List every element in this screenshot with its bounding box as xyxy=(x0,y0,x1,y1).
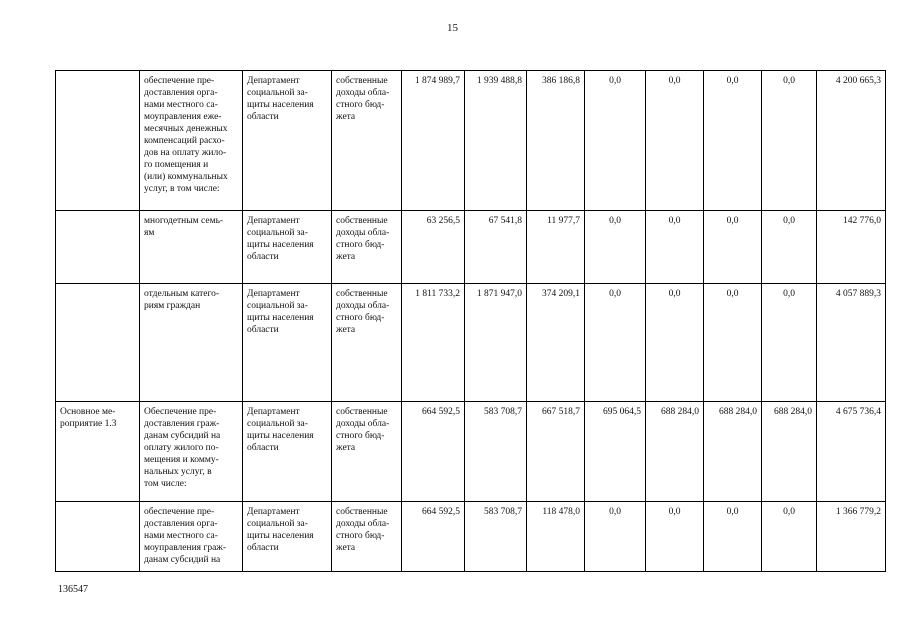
row-label-cell xyxy=(56,211,140,284)
value-cell-text: 0,0 xyxy=(726,216,739,226)
row-label-cell xyxy=(56,284,140,402)
description-cell-text: Обеспечение пре- доставления граж- данам субсидий на оплату жилого по- мещения и комму- нальных услуг, в том числе: xyxy=(144,407,221,489)
funding-source-cell xyxy=(332,284,402,402)
value-cell-text: 695 064,5 xyxy=(603,407,641,417)
value-cell-text: 1 871 947,0 xyxy=(476,289,522,299)
value-cell-text: 386 186,8 xyxy=(542,76,580,86)
row-label-cell xyxy=(56,402,140,502)
document-code: 136547 xyxy=(58,584,88,595)
total-cell-text: 1 366 779,2 xyxy=(835,507,881,517)
total-cell xyxy=(817,402,886,502)
value-cell xyxy=(646,402,704,502)
value-cell-text: 0,0 xyxy=(668,216,681,226)
value-cell-text: 118 478,0 xyxy=(542,507,580,517)
budget-table xyxy=(55,70,886,572)
value-cell xyxy=(646,502,704,572)
value-cell-text: 0,0 xyxy=(609,507,621,517)
value-cell xyxy=(402,211,465,284)
value-cell-text: 0,0 xyxy=(668,76,681,86)
value-cell xyxy=(585,402,646,502)
value-cell-text: 0,0 xyxy=(668,507,681,517)
row-label-cell xyxy=(56,502,140,572)
value-cell xyxy=(704,71,762,211)
funding-source-cell-text: собственные доходы обла- стного бюд- жета xyxy=(336,216,390,262)
value-cell xyxy=(704,402,762,502)
department-cell-text: Департамент социальной за- щиты населения области xyxy=(247,289,314,335)
value-cell-text: 0,0 xyxy=(783,76,795,86)
value-cell xyxy=(465,71,527,211)
value-cell xyxy=(527,71,585,211)
value-cell xyxy=(527,284,585,402)
department-cell-text: Департамент социальной за- щиты населения области xyxy=(247,76,314,122)
value-cell xyxy=(402,71,465,211)
funding-source-cell xyxy=(332,71,402,211)
value-cell-text: 0,0 xyxy=(609,76,621,86)
value-cell-text: 0,0 xyxy=(726,289,739,299)
value-cell-text: 583 708,7 xyxy=(484,507,522,517)
row-label-cell-text: Основное ме- роприятие 1.3 xyxy=(60,407,117,429)
total-cell-text: 4 057 889,3 xyxy=(835,289,881,299)
value-cell xyxy=(762,284,817,402)
value-cell-text: 0,0 xyxy=(783,289,795,299)
value-cell xyxy=(646,284,704,402)
value-cell-text: 1 939 488,8 xyxy=(476,76,522,86)
value-cell-text: 667 518,7 xyxy=(542,407,580,417)
value-cell xyxy=(762,402,817,502)
total-cell xyxy=(817,502,886,572)
value-cell-text: 67 541,8 xyxy=(488,216,522,226)
value-cell-text: 688 284,0 xyxy=(719,407,757,417)
table-row xyxy=(56,211,886,284)
value-cell xyxy=(527,211,585,284)
description-cell-text: многодетным семь- ям xyxy=(144,216,224,238)
value-cell-text: 0,0 xyxy=(609,289,621,299)
value-cell xyxy=(704,211,762,284)
description-cell xyxy=(140,71,243,211)
department-cell xyxy=(243,284,332,402)
value-cell-text: 583 708,7 xyxy=(484,407,522,417)
total-cell-text: 142 776,0 xyxy=(843,216,881,226)
funding-source-cell-text: собственные доходы обла- стного бюд- жета xyxy=(336,507,390,553)
table-row xyxy=(56,402,886,502)
page-number: 15 xyxy=(447,22,458,34)
value-cell xyxy=(402,402,465,502)
department-cell xyxy=(243,402,332,502)
value-cell xyxy=(585,71,646,211)
department-cell-text: Департамент социальной за- щиты населения области xyxy=(247,507,314,553)
value-cell xyxy=(402,284,465,402)
value-cell xyxy=(402,502,465,572)
description-cell xyxy=(140,284,243,402)
value-cell-text: 1 811 733,2 xyxy=(415,289,460,299)
description-cell xyxy=(140,502,243,572)
department-cell-text: Департамент социальной за- щиты населения области xyxy=(247,216,314,262)
value-cell xyxy=(704,502,762,572)
table-row xyxy=(56,71,886,211)
description-cell-text: обеспечение пре- доставления орга- нами местного са- моуправления еже- месячных денежных компенсаций расхо- дов на оплату жило- го помещения и (или) коммунальных услуг, в том числе: xyxy=(144,76,228,194)
funding-source-cell-text: собственные доходы обла- стного бюд- жета xyxy=(336,76,390,122)
value-cell-text: 63 256,5 xyxy=(426,216,460,226)
total-cell xyxy=(817,284,886,402)
value-cell xyxy=(465,402,527,502)
funding-source-cell xyxy=(332,211,402,284)
total-cell xyxy=(817,211,886,284)
funding-source-cell xyxy=(332,402,402,502)
description-cell-text: обеспечение пре- доставления орга- нами местного са- моуправления граж- данам субсидий на xyxy=(144,507,227,565)
value-cell-text: 664 592,5 xyxy=(422,407,460,417)
value-cell-text: 0,0 xyxy=(609,216,621,226)
value-cell xyxy=(465,502,527,572)
value-cell-text: 0,0 xyxy=(726,507,739,517)
value-cell xyxy=(762,502,817,572)
value-cell-text: 0,0 xyxy=(783,507,795,517)
value-cell-text: 1 874 989,7 xyxy=(414,76,460,86)
department-cell xyxy=(243,71,332,211)
value-cell-text: 0,0 xyxy=(668,289,681,299)
value-cell-text: 0,0 xyxy=(726,76,739,86)
value-cell-text: 374 209,1 xyxy=(542,289,580,299)
row-label-cell xyxy=(56,71,140,211)
value-cell-text: 688 284,0 xyxy=(774,407,812,417)
value-cell-text: 11 977,7 xyxy=(547,216,580,226)
value-cell-text: 688 284,0 xyxy=(661,407,699,417)
value-cell xyxy=(646,211,704,284)
table-row xyxy=(56,284,886,402)
total-cell-text: 4 200 665,3 xyxy=(835,76,881,86)
value-cell xyxy=(646,71,704,211)
value-cell xyxy=(585,502,646,572)
department-cell-text: Департамент социальной за- щиты населения области xyxy=(247,407,314,453)
funding-source-cell-text: собственные доходы обла- стного бюд- жета xyxy=(336,289,390,335)
value-cell-text: 0,0 xyxy=(783,216,795,226)
value-cell xyxy=(465,284,527,402)
table-row xyxy=(56,502,886,572)
total-cell-text: 4 675 736,4 xyxy=(835,407,881,417)
total-cell xyxy=(817,71,886,211)
value-cell xyxy=(527,402,585,502)
value-cell xyxy=(704,284,762,402)
value-cell xyxy=(585,211,646,284)
description-cell-text: отдельным катего- риям граждан xyxy=(144,289,220,311)
value-cell xyxy=(585,284,646,402)
value-cell xyxy=(465,211,527,284)
description-cell xyxy=(140,402,243,502)
value-cell-text: 664 592,5 xyxy=(422,507,460,517)
value-cell xyxy=(762,211,817,284)
department-cell xyxy=(243,211,332,284)
description-cell xyxy=(140,211,243,284)
value-cell xyxy=(527,502,585,572)
value-cell xyxy=(762,71,817,211)
funding-source-cell xyxy=(332,502,402,572)
funding-source-cell-text: собственные доходы обла- стного бюд- жета xyxy=(336,407,390,453)
department-cell xyxy=(243,502,332,572)
